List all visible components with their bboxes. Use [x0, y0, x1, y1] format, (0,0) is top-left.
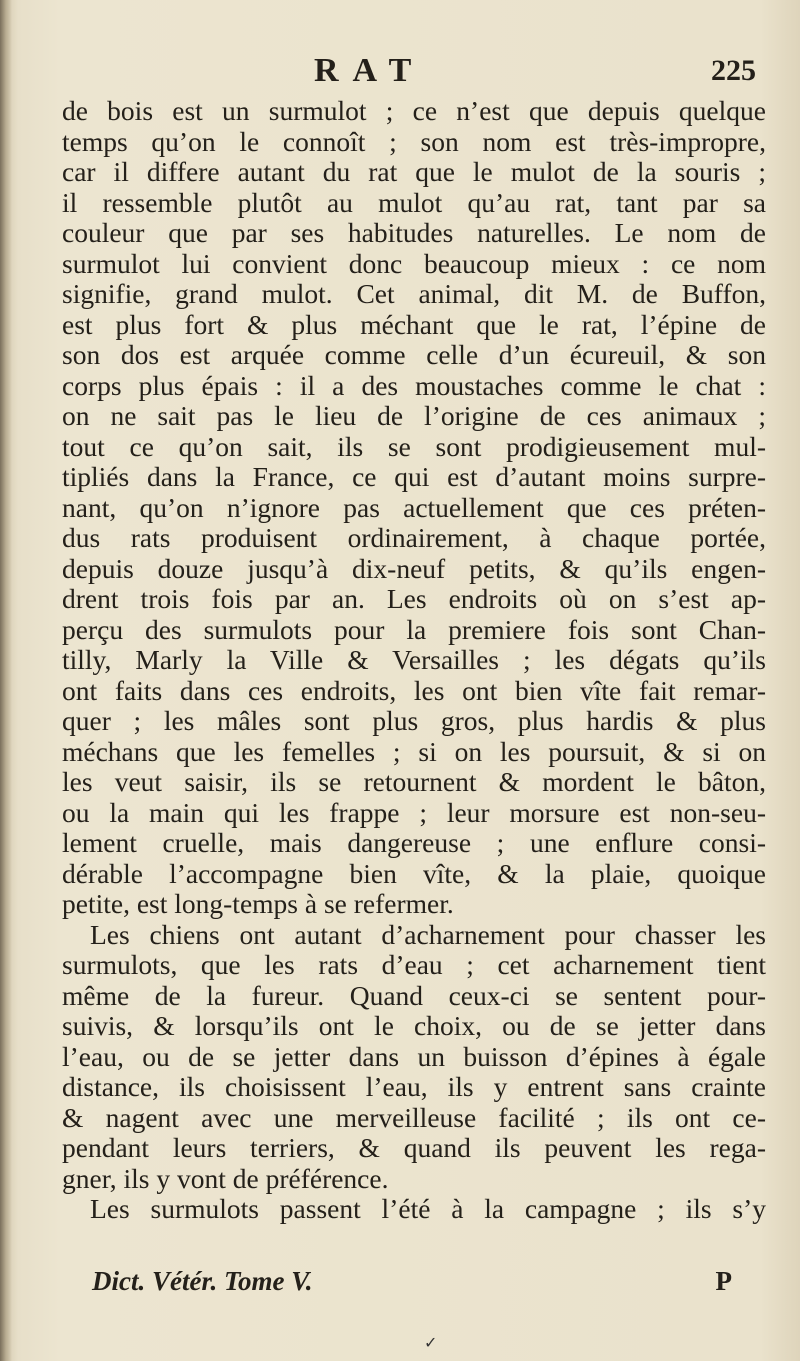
text-line: les veut saisir, ils se retournent & mordent le bâton,	[62, 766, 766, 797]
text-line: & nagent avec une merveilleuse facilité ; ils ont ce-	[62, 1101, 766, 1133]
running-head: RAT	[314, 52, 426, 89]
text-line: son dos est arquée comme celle d’un écureuil, & son	[62, 339, 766, 370]
text-line: dérable l’accompagne bien vîte, & la plaie, quoique	[62, 857, 766, 889]
text-line: suivis, & lorsqu’ils ont le choix, ou de se jetter dans	[62, 1010, 766, 1041]
text-line: corps plus épais : il a des moustaches comme le chat :	[62, 369, 766, 401]
text-line: tilly, Marly la Ville & Versailles ; les dégats qu’ils	[62, 644, 766, 675]
text-line: surmulots, que les rats d’eau ; cet acharnement tient	[62, 949, 766, 980]
text-line: est plus fort & plus méchant que le rat, l’épine de	[62, 308, 766, 340]
text-line: drent trois fois par an. Les endroits où on s’est ap-	[62, 583, 766, 614]
text-line: de bois est un surmulot ; ce n’est que depuis quelque	[62, 95, 766, 126]
text-line: ont faits dans ces endroits, les ont bien vîte fait remar-	[62, 674, 766, 706]
text-line: méchans que les femelles ; si on les poursuit, & si on	[62, 735, 766, 767]
page-header	[64, 52, 764, 98]
bottom-tick-mark: ✓	[424, 1333, 438, 1352]
text-line: nant, qu’on n’ignore pas actuellement que ces préten-	[62, 491, 766, 523]
text-line: temps qu’on le connoît ; son nom est très-impropre,	[62, 125, 766, 157]
text-line: distance, ils choisissent l’eau, ils y entrent sans crainte	[62, 1071, 766, 1102]
book-gutter	[0, 0, 12, 1361]
body-text	[62, 96, 766, 1225]
text-line: l’eau, ou de se jetter dans un buisson d’épines à égale	[62, 1040, 766, 1072]
text-line: depuis douze jusqu’à dix-neuf petits, & qu’ils engen-	[62, 552, 766, 584]
text-line: petite, est long-temps à se refermer.	[62, 888, 454, 919]
text-line: pendant leurs terriers, & quand ils peuvent les rega-	[62, 1132, 766, 1163]
text-line: perçu des surmulots pour la premiere fois sont Chan-	[62, 613, 766, 645]
text-line: Les surmulots passent l’été à la campagne ; ils s’y	[90, 1193, 766, 1224]
text-line: gner, ils y vont de préférence.	[62, 1162, 389, 1194]
text-line: Les chiens ont autant d’acharnement pour chasser les	[90, 918, 766, 950]
text-line: signifie, grand mulot. Cet animal, dit M. de Buffon,	[62, 278, 766, 309]
text-line: même de la fureur. Quand ceux-ci se sentent pour-	[62, 979, 766, 1011]
text-line: couleur que par ses habitudes naturelles. Le nom de	[62, 217, 766, 248]
signature-mark: Dict. Vétér. Tome V.	[92, 1266, 313, 1296]
text-line: surmulot lui convient donc beaucoup mieux : ce nom	[62, 247, 766, 279]
text-line: quer ; les mâles sont plus gros, plus hardis & plus	[62, 705, 766, 736]
page-footer	[92, 1266, 732, 1302]
signature-letter: P	[715, 1266, 732, 1296]
text-line: car il differe autant du rat que le mulot de la souris ;	[62, 156, 766, 187]
text-line: dus rats produisent ordinairement, à chaque portée,	[62, 522, 766, 553]
text-line: ou la main qui les frappe ; leur morsure est non-seu-	[62, 796, 766, 828]
text-line: on ne sait pas le lieu de l’origine de ces animaux ;	[62, 400, 766, 431]
text-line: tipliés dans la France, ce qui est d’autant moins surpre-	[62, 461, 766, 492]
text-line: il ressemble plutôt au mulot qu’au rat, tant par sa	[62, 186, 766, 218]
text-line: tout ce qu’on sait, ils se sont prodigieusement mul-	[62, 430, 766, 462]
page-number: 225	[711, 54, 756, 87]
text-line: lement cruelle, mais dangereuse ; une enflure consi-	[62, 827, 766, 858]
